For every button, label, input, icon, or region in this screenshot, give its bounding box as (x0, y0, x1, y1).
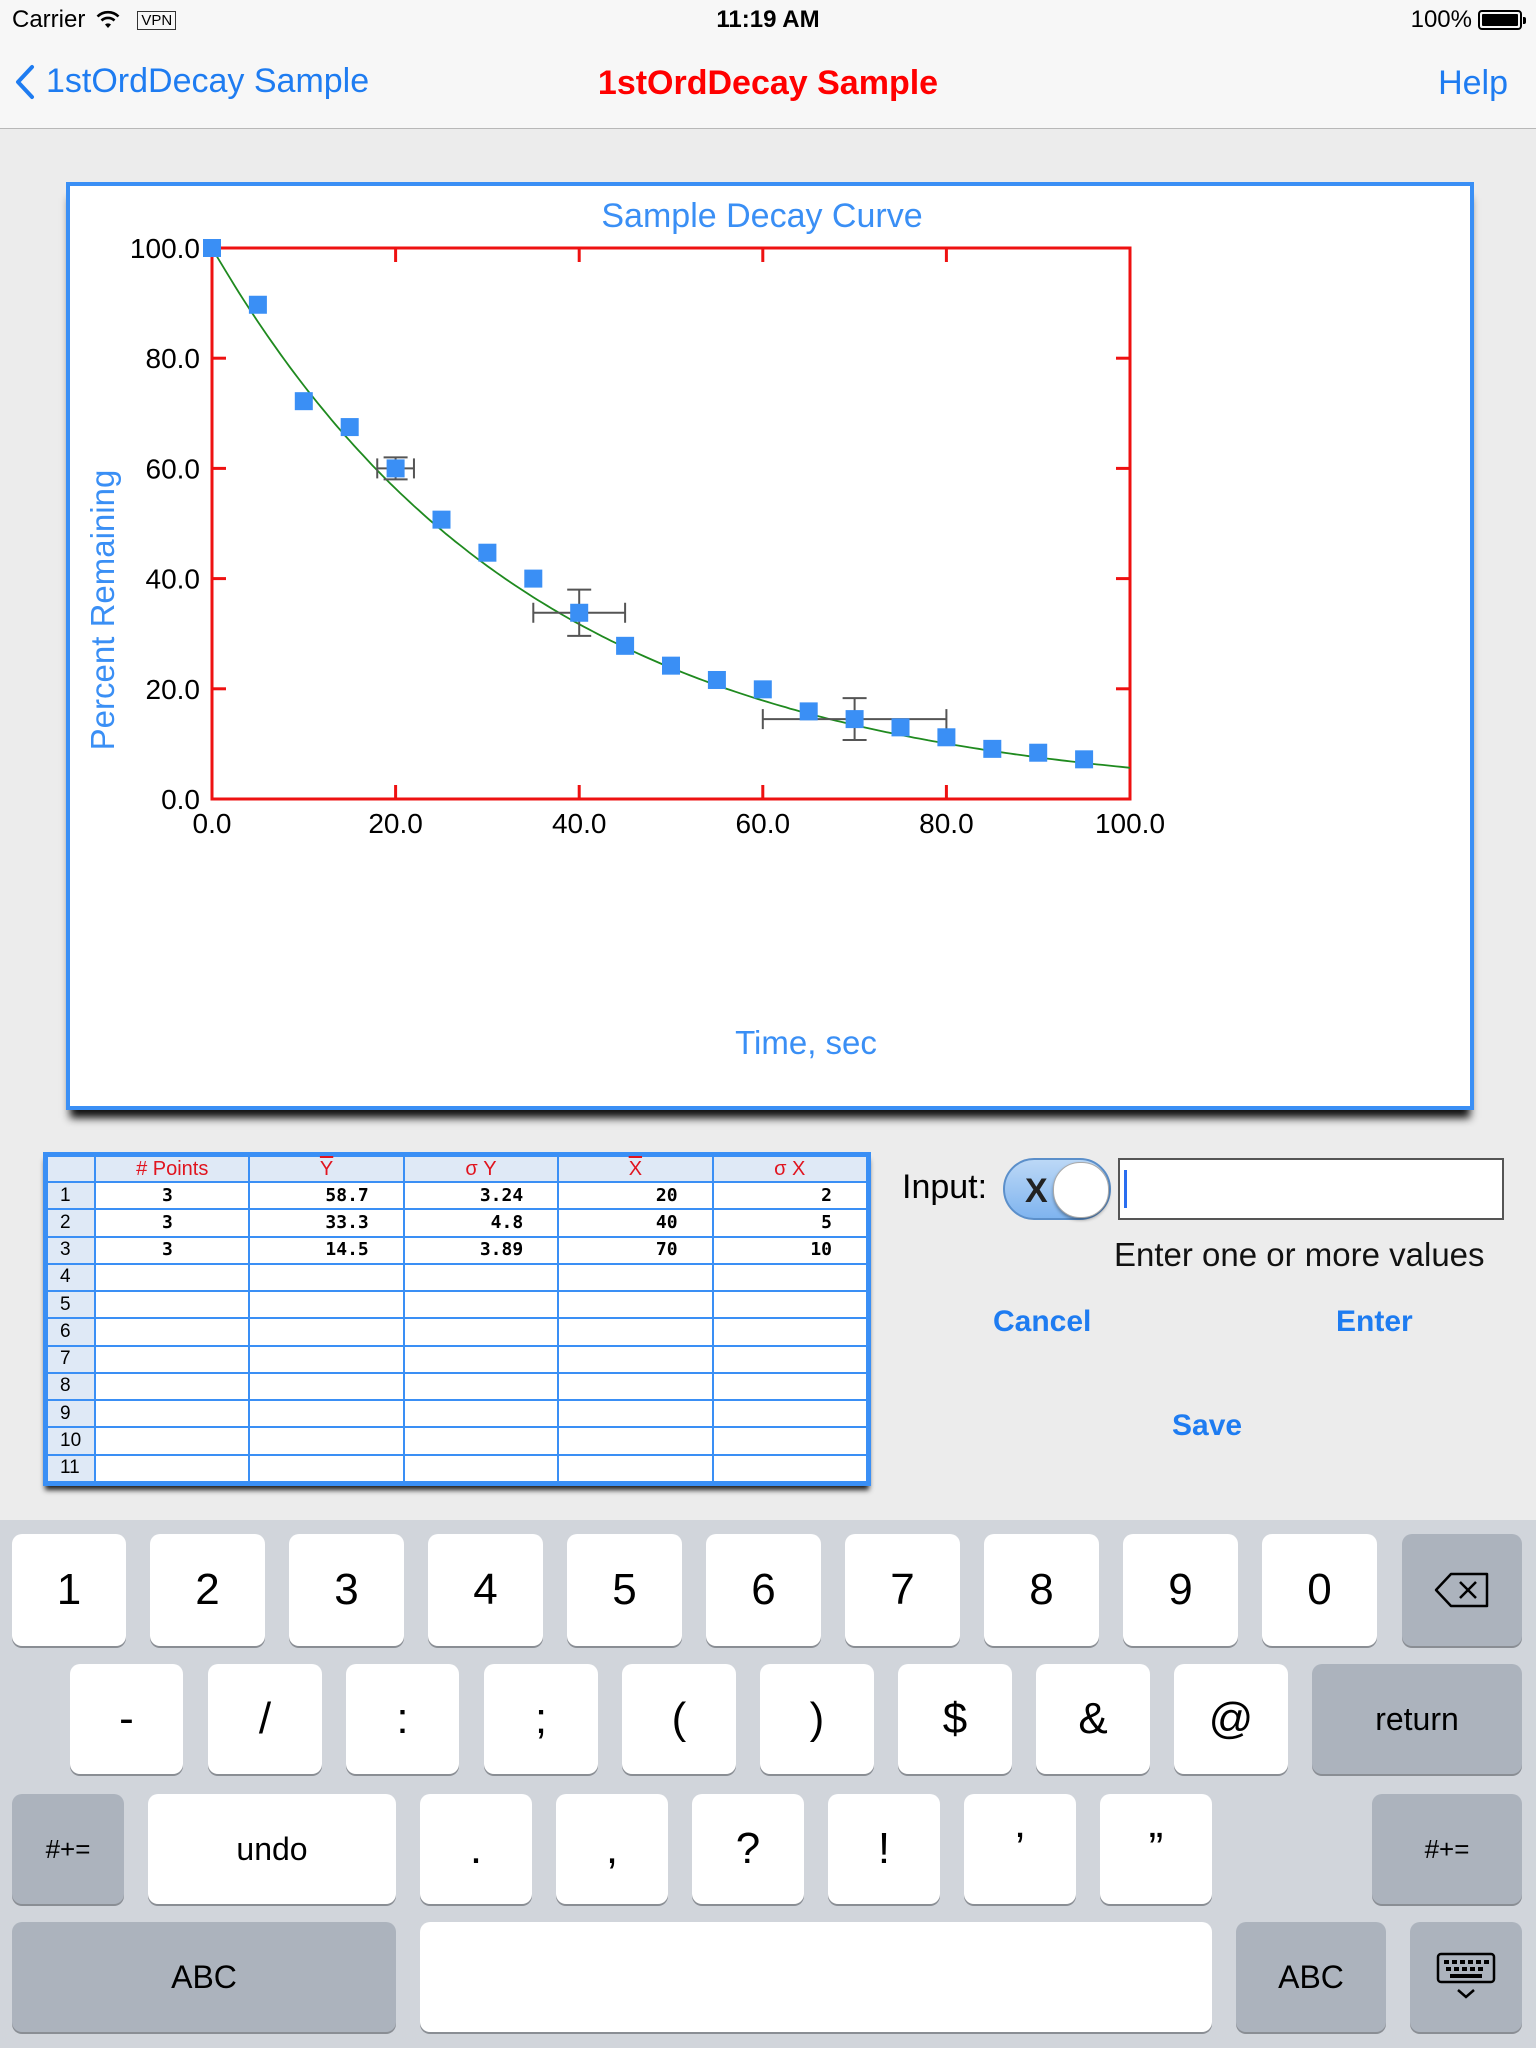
toggle-label: X (1025, 1172, 1048, 1210)
key-4[interactable]: 4 (428, 1534, 543, 1646)
chart-title: Sample Decay Curve (601, 197, 923, 235)
y-tick-label: 40.0 (145, 563, 200, 595)
table-cell[interactable] (713, 1346, 867, 1373)
table-cell[interactable] (404, 1373, 558, 1400)
table-cell[interactable] (249, 1346, 403, 1373)
header-sigma-y: σ Y (404, 1156, 558, 1182)
plot-frame (212, 248, 1130, 799)
table-cell[interactable] (95, 1291, 249, 1318)
x-tick-label: 100.0 (1094, 808, 1166, 839)
y-tick-label: 60.0 (145, 453, 200, 485)
table-cell[interactable] (558, 1264, 712, 1291)
cancel-button[interactable]: Cancel (993, 1305, 1092, 1338)
table-cell[interactable] (558, 1373, 712, 1400)
header-sigma-x: σ X (713, 1156, 867, 1182)
key-open-paren[interactable]: ( (622, 1664, 736, 1774)
symbols-key-left[interactable]: #+= (12, 1794, 124, 1904)
x-y-toggle-switch[interactable] (1003, 1158, 1111, 1220)
value-input[interactable] (1118, 1158, 1504, 1220)
battery-icon (1478, 10, 1522, 30)
table-row[interactable] (47, 1237, 867, 1264)
status-time: 11:19 AM (716, 6, 820, 33)
table-cell[interactable]: 3 (95, 1237, 249, 1264)
table-cell[interactable] (713, 1373, 867, 1400)
table-corner (47, 1156, 95, 1182)
table-cell[interactable] (558, 1427, 712, 1454)
table-cell[interactable] (404, 1400, 558, 1427)
space-key[interactable] (420, 1922, 1212, 2032)
key-colon[interactable]: : (346, 1664, 459, 1774)
data-point (1075, 750, 1093, 768)
vpn-badge: VPN (137, 11, 176, 30)
table-cell[interactable] (249, 1400, 403, 1427)
row-number: 8 (47, 1373, 95, 1400)
key-apostrophe[interactable]: ’ (964, 1794, 1076, 1904)
key-6[interactable]: 6 (706, 1534, 821, 1646)
input-hint: Enter one or more values (1114, 1236, 1485, 1273)
table-cell[interactable] (95, 1346, 249, 1373)
row-number: 7 (47, 1346, 95, 1373)
on-screen-keyboard (0, 1520, 1536, 2048)
x-tick-label: 0.0 (192, 808, 232, 839)
table-cell[interactable] (249, 1455, 403, 1482)
header-points: # Points (95, 1156, 249, 1182)
chart-y-axis-label: Percent Remaining (84, 469, 121, 751)
navigation-bar (0, 40, 1536, 129)
key-7[interactable]: 7 (845, 1534, 960, 1646)
toggle-knob (1053, 1162, 1109, 1218)
key-1[interactable]: 1 (12, 1534, 126, 1646)
table-row[interactable] (47, 1400, 867, 1427)
data-point (524, 570, 542, 588)
input-label: Input: (902, 1168, 988, 1206)
page-title: 1stOrdDecay Sample (597, 64, 939, 102)
chevron-left-icon (14, 64, 36, 100)
save-button[interactable]: Save (1172, 1409, 1243, 1442)
table-cell[interactable] (404, 1346, 558, 1373)
y-tick-label: 80.0 (145, 343, 200, 375)
table-row[interactable] (47, 1373, 867, 1400)
decay-chart (66, 182, 1474, 1110)
data-point (708, 671, 726, 689)
data-point (341, 418, 359, 436)
help-button[interactable]: Help (1438, 64, 1508, 102)
data-point (846, 710, 864, 728)
data-point (937, 728, 955, 746)
text-cursor (1124, 1170, 1127, 1208)
key-at[interactable]: @ (1174, 1664, 1288, 1774)
back-button[interactable] (14, 62, 369, 101)
data-table (46, 1155, 868, 1483)
table-cell[interactable] (404, 1427, 558, 1454)
key-exclamation[interactable]: ! (828, 1794, 940, 1904)
key-semicolon[interactable]: ; (484, 1664, 598, 1774)
data-point (662, 657, 680, 675)
key-quote[interactable]: ” (1100, 1794, 1212, 1904)
table-cell[interactable] (713, 1427, 867, 1454)
key-close-paren[interactable]: ) (760, 1664, 874, 1774)
table-cell[interactable] (249, 1373, 403, 1400)
data-point (616, 637, 634, 655)
y-tick-label: 0.0 (161, 784, 200, 815)
table-cell[interactable] (95, 1373, 249, 1400)
table-cell[interactable] (558, 1291, 712, 1318)
table-cell[interactable] (558, 1318, 712, 1345)
key-period[interactable]: . (420, 1794, 532, 1904)
header-x-mean: $\overline{X}$ (558, 1156, 712, 1182)
table-row[interactable] (47, 1455, 867, 1482)
table-cell[interactable]: 3 (95, 1209, 249, 1236)
y-tick-label: 20.0 (145, 673, 200, 705)
table-cell[interactable] (95, 1455, 249, 1482)
key-0[interactable]: 0 (1262, 1534, 1377, 1646)
table-cell[interactable]: 4.8 (404, 1209, 558, 1236)
back-button-label: 1stOrdDecay Sample (46, 62, 370, 100)
abc-key-left[interactable]: ABC (12, 1922, 396, 2032)
data-point (892, 718, 910, 736)
x-tick-label: 60.0 (735, 808, 791, 839)
table-cell[interactable]: 58.7 (249, 1182, 403, 1209)
table-row[interactable] (47, 1346, 867, 1373)
table-cell[interactable]: 33.3 (249, 1209, 403, 1236)
table-cell[interactable] (404, 1318, 558, 1345)
table-cell[interactable] (713, 1400, 867, 1427)
battery-percent: 100% (1410, 6, 1472, 33)
header-y-mean: $\overline{Y}$ (249, 1156, 403, 1182)
table-cell[interactable] (95, 1318, 249, 1345)
data-point (800, 702, 818, 720)
key-3[interactable]: 3 (289, 1534, 404, 1646)
table-cell[interactable]: 14.5 (249, 1237, 403, 1264)
delete-key[interactable] (1402, 1534, 1522, 1646)
data-point (478, 544, 496, 562)
table-cell[interactable] (713, 1318, 867, 1345)
data-point (983, 740, 1001, 758)
table-row[interactable] (47, 1182, 867, 1209)
table-cell[interactable] (249, 1264, 403, 1291)
key-slash[interactable]: / (208, 1664, 322, 1774)
row-number: 11 (47, 1455, 95, 1482)
row-number: 2 (47, 1209, 95, 1236)
table-cell[interactable]: 2 (713, 1182, 867, 1209)
carrier-label: Carrier (12, 6, 86, 33)
table-row[interactable] (47, 1318, 867, 1345)
table-cell[interactable] (95, 1400, 249, 1427)
symbols-key-right[interactable]: #+= (1372, 1794, 1522, 1904)
row-number: 9 (47, 1400, 95, 1427)
table-cell[interactable]: 3.24 (404, 1182, 558, 1209)
chart-panel (66, 182, 1474, 1110)
return-key[interactable]: return (1312, 1664, 1522, 1774)
dismiss-keyboard-key[interactable] (1410, 1922, 1522, 2032)
table-cell[interactable] (713, 1455, 867, 1482)
table-cell[interactable]: 3 (95, 1182, 249, 1209)
data-point (203, 239, 221, 257)
enter-button[interactable]: Enter (1336, 1305, 1413, 1338)
data-point (1029, 744, 1047, 762)
key-comma[interactable]: , (556, 1794, 668, 1904)
data-point (570, 604, 588, 622)
key-9[interactable]: 9 (1123, 1534, 1238, 1646)
table-cell[interactable] (713, 1264, 867, 1291)
keyboard-dismiss-icon (1436, 1952, 1496, 2002)
table-row[interactable] (47, 1427, 867, 1454)
row-number: 5 (47, 1291, 95, 1318)
table-row[interactable] (47, 1209, 867, 1236)
key-8[interactable]: 8 (984, 1534, 1099, 1646)
row-number: 4 (47, 1264, 95, 1291)
data-table-panel (43, 1152, 871, 1486)
table-cell[interactable]: 40 (558, 1209, 712, 1236)
table-cell[interactable] (404, 1264, 558, 1291)
table-cell[interactable]: 3.89 (404, 1237, 558, 1264)
key-dollar[interactable]: $ (898, 1664, 1012, 1774)
data-point (433, 511, 451, 529)
table-cell[interactable]: 70 (558, 1237, 712, 1264)
x-tick-label: 40.0 (551, 808, 607, 839)
data-point (754, 680, 772, 698)
x-tick-label: 80.0 (919, 808, 974, 839)
table-cell[interactable]: 20 (558, 1182, 712, 1209)
table-cell[interactable] (558, 1400, 712, 1427)
table-cell[interactable] (404, 1455, 558, 1482)
x-tick-label: 20.0 (368, 808, 423, 839)
table-cell[interactable] (249, 1291, 403, 1318)
abc-key-right[interactable]: ABC (1236, 1922, 1386, 2032)
y-tick-label: 100.0 (129, 233, 200, 264)
chart-x-axis-label: Time, sec (735, 1024, 877, 1061)
table-cell[interactable] (249, 1318, 403, 1345)
key-5[interactable]: 5 (567, 1534, 682, 1646)
data-point (249, 296, 267, 314)
table-row[interactable] (47, 1291, 867, 1318)
table-cell[interactable] (95, 1264, 249, 1291)
row-number: 10 (47, 1427, 95, 1454)
status-right (1411, 6, 1522, 34)
row-number: 1 (47, 1182, 95, 1209)
table-cell[interactable] (558, 1455, 712, 1482)
data-point (387, 459, 405, 477)
status-bar (0, 0, 1536, 40)
backspace-icon (1433, 1571, 1491, 1609)
table-cell[interactable] (249, 1427, 403, 1454)
table-header-row (47, 1156, 867, 1182)
table-cell[interactable]: 5 (713, 1209, 867, 1236)
key-ampersand[interactable]: & (1036, 1664, 1150, 1774)
table-cell[interactable] (713, 1291, 867, 1318)
data-point (295, 392, 313, 410)
row-number: 6 (47, 1318, 95, 1345)
table-cell[interactable] (558, 1346, 712, 1373)
key-question[interactable]: ? (692, 1794, 804, 1904)
key-hyphen[interactable]: - (70, 1664, 183, 1774)
table-cell[interactable] (404, 1291, 558, 1318)
key-2[interactable]: 2 (150, 1534, 265, 1646)
table-row[interactable] (47, 1264, 867, 1291)
row-number: 3 (47, 1237, 95, 1264)
table-cell[interactable]: 10 (713, 1237, 867, 1264)
undo-key[interactable]: undo (148, 1794, 396, 1904)
table-cell[interactable] (95, 1427, 249, 1454)
fit-curve (212, 248, 1130, 768)
